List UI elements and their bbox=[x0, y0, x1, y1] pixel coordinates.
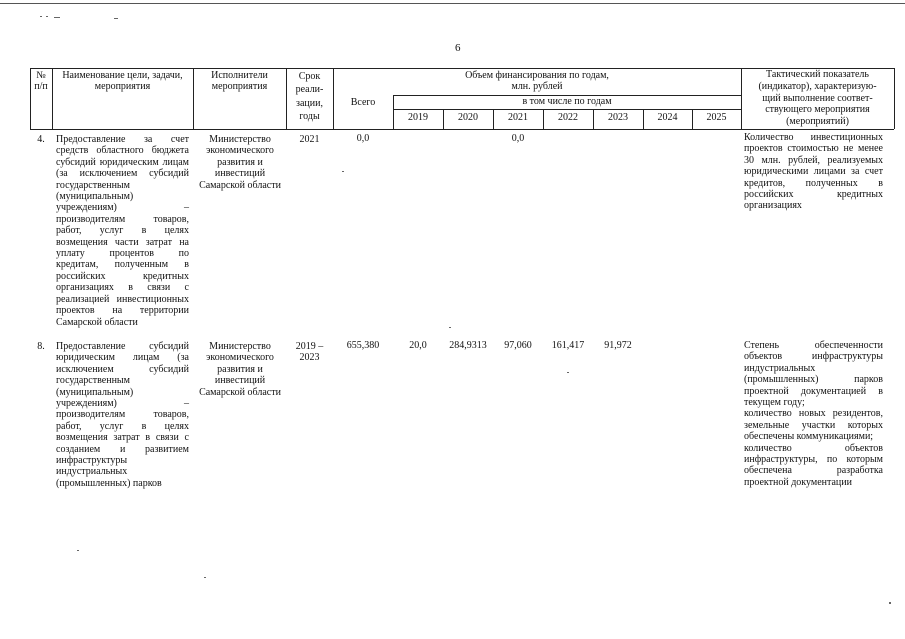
row-activity-name: Предоставление за счет средств областного бюджета субсидий юридическим лицам (за исключением субсидий государственным (муниципальным) учреждениям) – производителям товаров, работ, услуг в целях возмещения части затрат на уплату процентов по кредитам, полученным в российских кредитных организациях в связи с реализацией инвестиционных проектов на территории Самарской области bbox=[56, 134, 189, 328]
scan-speck bbox=[54, 17, 60, 18]
scan-speck bbox=[46, 16, 48, 17]
header-bottom-border bbox=[30, 129, 894, 130]
row-executor: Министерство экономического развития и инвестиций Самарской области bbox=[199, 341, 281, 398]
scan-edge-line bbox=[0, 3, 905, 4]
scan-speck bbox=[449, 327, 451, 328]
row-year-value: 97,060 bbox=[504, 340, 532, 351]
header-year: 2025 bbox=[706, 112, 727, 123]
row-year-value: 20,0 bbox=[409, 340, 427, 351]
scan-speck bbox=[889, 602, 891, 604]
row-activity-name: Предоставление субсидий юридическим лицам (за исключением субсидий государственным (муниципальным) учреждениям) – производителям товаров, работ, услуг в целях возмещения затрат в связи с созданием и развитием инфраструктуры индустриальных (промышленных) парков bbox=[56, 341, 189, 489]
row-year-value: 161,417 bbox=[551, 340, 585, 351]
row-year-value: 91,972 bbox=[604, 340, 632, 351]
scan-speck bbox=[342, 171, 344, 172]
header-num: № п/п bbox=[34, 70, 48, 92]
row-indicator: Количество инвестиционных проектов стоимостью не менее 30 млн. рублей, реализуемых юридическими лицами за счет кредитов, полученных в российских кредитных организациях bbox=[744, 132, 883, 212]
row-number: 4. bbox=[37, 134, 45, 145]
scan-speck bbox=[114, 18, 118, 19]
row-term: 2019 – 2023 bbox=[295, 341, 324, 364]
header-name: Наименование цели, задачи, мероприятия bbox=[62, 70, 183, 92]
row-total: 0,0 bbox=[356, 133, 370, 144]
col-border bbox=[894, 68, 895, 129]
header-year: 2020 bbox=[458, 112, 478, 123]
scan-speck bbox=[567, 372, 569, 373]
header-year: 2023 bbox=[608, 112, 628, 123]
header-year: 2021 bbox=[508, 112, 528, 123]
header-year: 2024 bbox=[657, 112, 678, 123]
header-funding: Объем финансирования по годам, млн. рублей bbox=[465, 70, 609, 92]
row-indicator: Степень обеспеченности объектов инфраструктуры индустриальных (промышленных) парков проектной документацией в текущем году; количество новых резидентов, земельные участки которых обеспечены коммуникациями; количество объектов инфраструктуры, по которым обеспечена разработка проектной документации bbox=[744, 340, 883, 488]
scan-speck bbox=[77, 550, 79, 551]
row-term: 2021 bbox=[299, 134, 320, 145]
row-number: 8. bbox=[37, 341, 45, 352]
row-year-value: 0,0 bbox=[511, 133, 525, 144]
years-top-border bbox=[393, 109, 741, 110]
header-executors: Исполнители мероприятия bbox=[211, 70, 268, 92]
header-indicator: Тактический показатель (индикатор), характеризую- щий выполнение соответ- ствующего мероприятия (мероприятий) bbox=[758, 69, 877, 128]
header-by-year: в том числе по годам bbox=[522, 96, 612, 107]
row-year-value: 284,9313 bbox=[449, 340, 487, 351]
header-year: 2022 bbox=[558, 112, 578, 123]
scan-speck bbox=[204, 577, 206, 578]
header-term: Срок реали- зации, годы bbox=[295, 71, 324, 123]
page-number: 6 bbox=[455, 42, 461, 54]
row-total: 655,380 bbox=[346, 340, 380, 351]
header-total: Всего bbox=[350, 97, 376, 108]
header-year: 2019 bbox=[408, 112, 428, 123]
scan-speck bbox=[40, 16, 42, 17]
row-executor: Министерство экономического развития и инвестиций Самарской области bbox=[199, 134, 281, 191]
